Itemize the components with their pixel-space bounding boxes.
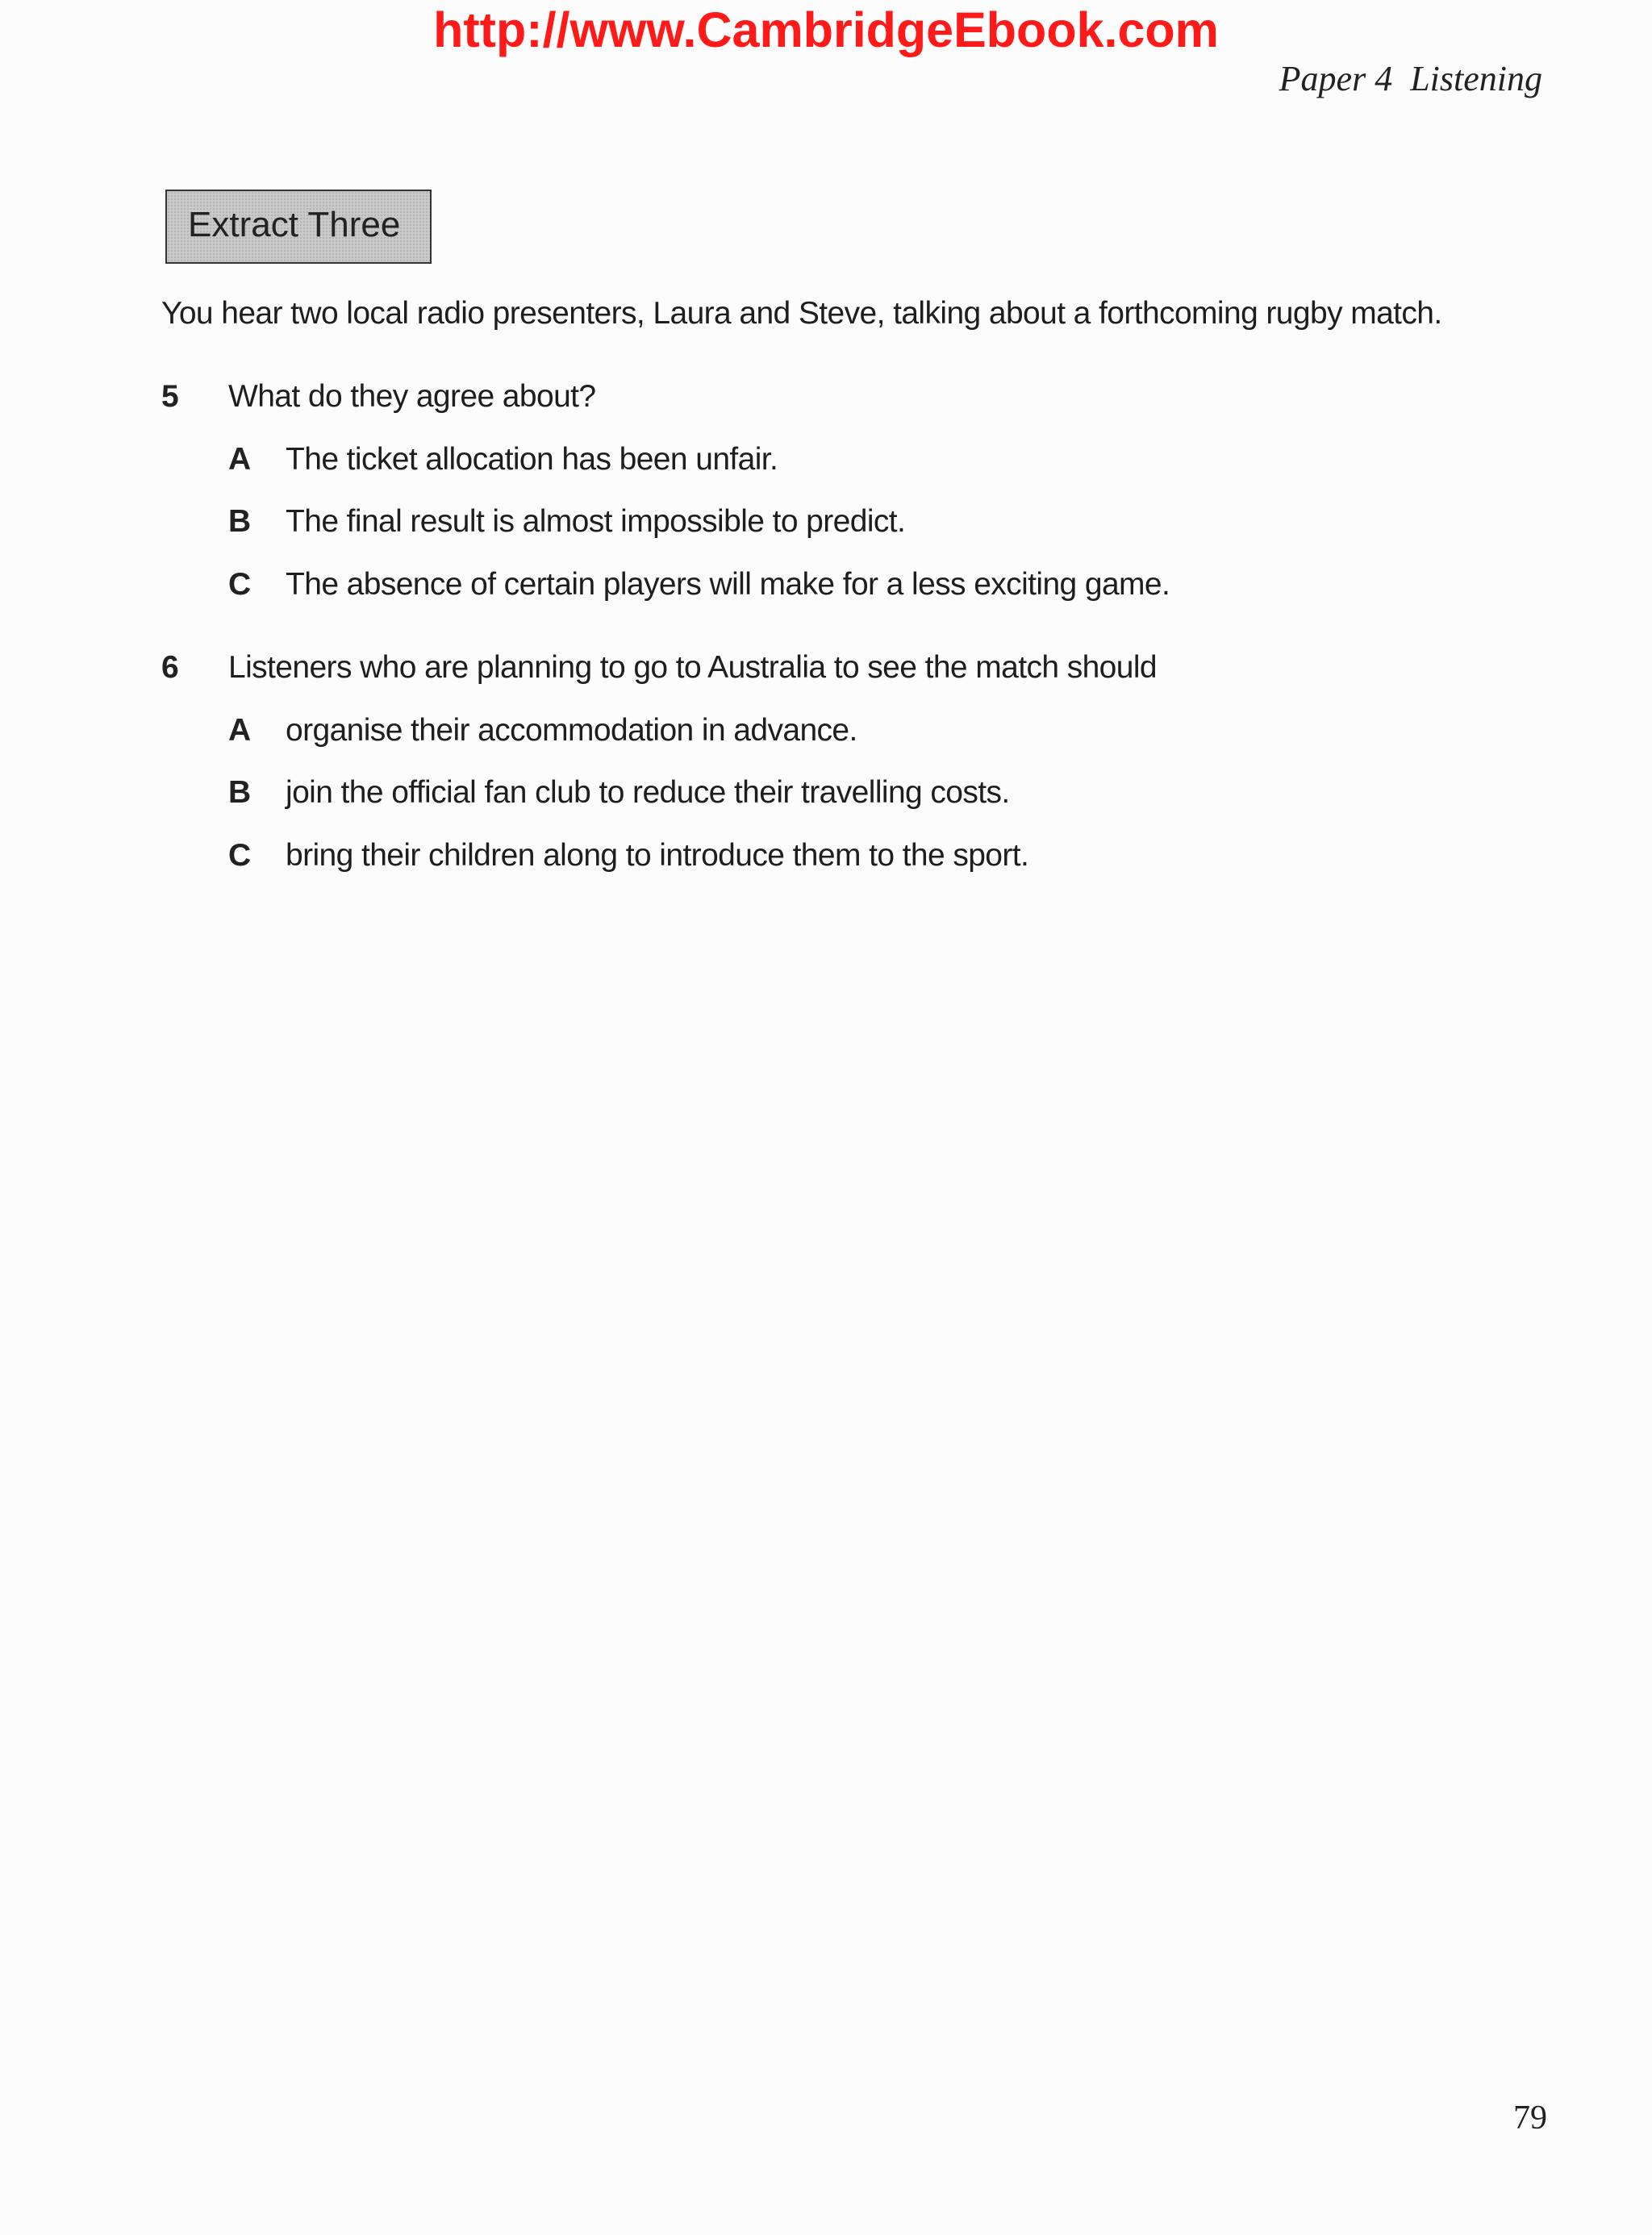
page-number: 79: [1513, 2099, 1547, 2137]
question-5-number: 5: [161, 379, 179, 414]
question-5-option-c-text: The absence of certain players will make for a less exciting game.: [286, 567, 1170, 602]
question-5-text: What do they agree about?: [228, 379, 596, 414]
question-6-option-b-letter: B: [228, 775, 252, 810]
extract-heading: Extract Three: [188, 205, 401, 244]
question-5-option-a-letter: A: [228, 442, 252, 477]
question-5-option-c-letter: C: [228, 567, 252, 602]
question-6-option-a-text: organise their accommodation in advance.: [286, 713, 857, 748]
watermark-url: http://www.CambridgeEbook.com: [433, 2, 1219, 57]
question-6-option-c-text: bring their children along to introduce them to the sport.: [286, 838, 1029, 873]
extract-heading-box: [165, 190, 432, 264]
question-6-option-c-letter: C: [228, 838, 252, 873]
running-head: [1279, 58, 1542, 99]
running-head-section: Listening: [1410, 59, 1542, 98]
question-5-option-a-text: The ticket allocation has been unfair.: [286, 442, 778, 477]
question-6-text: Listeners who are planning to go to Australia to see the match should: [228, 650, 1158, 685]
question-6-option-a-letter: A: [228, 713, 252, 748]
question-6-number: 6: [161, 650, 179, 685]
question-6-option-b-text: join the official fan club to reduce their travelling costs.: [286, 775, 1010, 810]
question-5-option-b-letter: B: [228, 504, 252, 539]
running-head-paper: Paper 4: [1279, 59, 1393, 98]
intro-text: You hear two local radio presenters, Laura and Steve, talking about a forthcoming rugby match.: [161, 296, 1442, 331]
question-5-option-b-text: The final result is almost impossible to predict.: [286, 504, 906, 539]
